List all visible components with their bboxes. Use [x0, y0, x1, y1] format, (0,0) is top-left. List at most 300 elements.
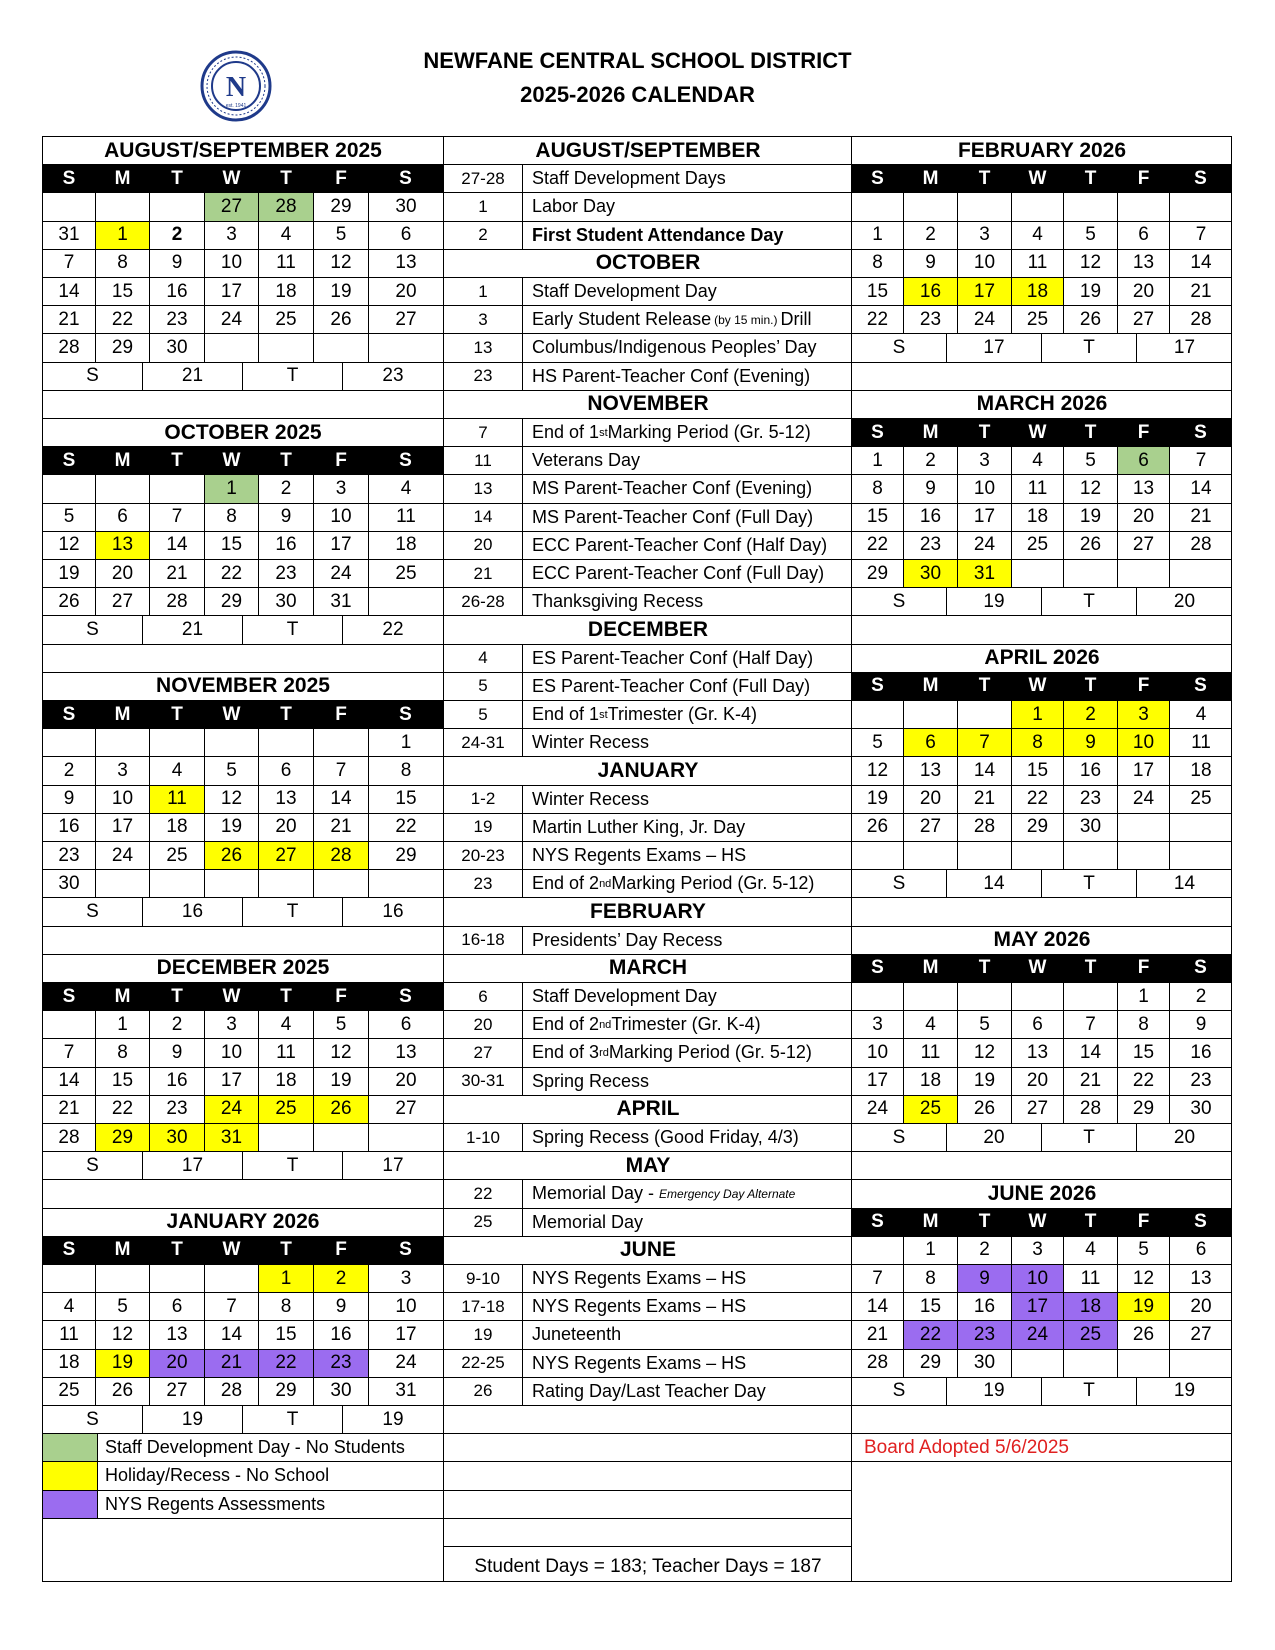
day-cell: 18 — [1064, 1293, 1118, 1320]
day-count-row — [852, 1124, 1232, 1152]
day-cell: 25 — [904, 1096, 958, 1123]
week-row — [852, 1011, 1232, 1039]
day-cell — [96, 1265, 150, 1292]
day-cell: 2 — [904, 222, 958, 249]
event-row — [444, 1011, 852, 1039]
day-cell: 30 — [395, 195, 417, 217]
day-cell: 21 — [958, 786, 1012, 813]
day-cell: 8 — [205, 504, 259, 531]
event-date: 6 — [444, 983, 523, 1010]
count-label: S — [852, 588, 947, 615]
day-cell: 8 — [852, 250, 904, 277]
day-cell: 11 — [1191, 731, 1211, 753]
event-date: 4 — [444, 645, 523, 672]
day-cell: 19 — [1064, 278, 1118, 305]
event-date: 20 — [444, 532, 523, 559]
event-row — [444, 927, 852, 955]
weekday-label: T — [958, 673, 1012, 700]
day-cell: 2 — [259, 475, 314, 502]
ordinal-suffix: nd — [599, 1018, 612, 1031]
week-row — [852, 1293, 1232, 1321]
event-note: Emergency Day Alternate — [659, 1186, 796, 1201]
event-date: 7 — [444, 419, 523, 446]
day-cell: 28 — [43, 334, 96, 361]
day-cell: 2 — [150, 222, 205, 249]
day-cell: 19 — [96, 1350, 150, 1377]
blank-row — [444, 1491, 852, 1519]
event-date: 1 — [444, 193, 523, 220]
day-cell: 9 — [43, 786, 96, 813]
spacer-row — [43, 1180, 443, 1208]
event-date: 13 — [444, 334, 523, 361]
event-row — [444, 1321, 852, 1349]
event-text — [532, 1039, 848, 1066]
spacer-row — [852, 898, 1232, 926]
week-row — [852, 1039, 1232, 1067]
event-row — [444, 193, 852, 221]
day-cell: 15 — [395, 788, 417, 810]
day-cell: 13 — [1012, 1039, 1064, 1066]
day-cell — [205, 1265, 259, 1292]
day-cell — [150, 193, 205, 220]
day-cell — [1170, 842, 1232, 869]
day-cell: 4 — [904, 1011, 958, 1038]
district-title: NEWFANE CENTRAL SCHOOL DISTRICT — [423, 48, 852, 73]
day-cell: 19 — [1118, 1293, 1170, 1320]
right-month-column — [851, 137, 1232, 1581]
day-cell: 15 — [852, 504, 904, 531]
event-date: 14 — [444, 504, 523, 531]
day-cell: 26 — [958, 1096, 1012, 1123]
month-title: AUGUST/SEPTEMBER 2025 — [43, 137, 443, 165]
count-value: 17 — [143, 1152, 243, 1179]
day-cell — [1064, 1350, 1118, 1377]
day-cell: 25 — [1012, 532, 1064, 559]
day-cell — [904, 193, 958, 220]
section-heading: FEBRUARY — [444, 898, 852, 926]
day-cell: 28 — [43, 1124, 96, 1151]
day-cell: 25 — [1064, 1321, 1118, 1348]
day-cell: 23 — [150, 1096, 205, 1123]
day-cell: 8 — [904, 1265, 958, 1292]
event-date: 20-23 — [444, 842, 523, 869]
day-cell: 31 — [205, 1124, 259, 1151]
weekday-label: S — [43, 1237, 96, 1264]
day-cell: 15 — [1118, 1039, 1170, 1066]
weekday-label: W — [205, 1237, 259, 1264]
day-cell — [205, 334, 259, 361]
weekday-header — [43, 701, 443, 729]
day-cell: 23 — [259, 560, 314, 587]
event-text: ES Parent-Teacher Conf (Full Day) — [532, 675, 811, 696]
week-row — [43, 1350, 443, 1378]
weekday-label: S — [1170, 1209, 1232, 1236]
day-cell: 5 — [314, 1011, 369, 1038]
weekday-label: S — [43, 701, 96, 728]
weekday-label: T — [259, 165, 314, 192]
day-cell: 26 — [205, 842, 259, 869]
day-cell: 3 — [1118, 701, 1170, 728]
day-cell — [852, 193, 904, 220]
day-cell: 4 — [150, 757, 205, 784]
weekday-label: T — [150, 1237, 205, 1264]
day-cell: 24 — [314, 560, 369, 587]
weekday-label: S — [1170, 955, 1232, 982]
legend-label: NYS Regents Assessments — [105, 1493, 326, 1514]
legend-swatch — [43, 1491, 98, 1518]
day-cell: 6 — [1012, 1011, 1064, 1038]
day-cell: 24 — [205, 1096, 259, 1123]
event-text-part: End of 1 — [532, 704, 600, 725]
day-cell: 16 — [314, 1321, 369, 1348]
day-cell: 20 — [1118, 504, 1170, 531]
day-cell — [1118, 814, 1170, 841]
weekday-label: S — [43, 447, 96, 474]
event-text: Spring Recess — [532, 1070, 650, 1091]
day-cell: 7 — [43, 1039, 96, 1066]
weekday-label: W — [205, 165, 259, 192]
day-cell: 4 — [1012, 447, 1064, 474]
day-cell: 24 — [958, 306, 1012, 333]
week-row — [43, 842, 443, 870]
day-cell: 14 — [958, 757, 1012, 784]
board-row-border — [852, 1434, 1232, 1462]
event-text: Juneteenth — [532, 1324, 622, 1345]
event-row — [444, 645, 852, 673]
day-cell: 2 — [150, 1011, 205, 1038]
weekday-label: W — [1012, 1209, 1064, 1236]
day-cell: 16 — [259, 532, 314, 559]
weekday-label: M — [904, 419, 958, 446]
count-label: S — [43, 616, 143, 643]
legend-item — [43, 1434, 443, 1462]
day-cell: 4 — [1064, 1237, 1118, 1264]
weekday-header — [43, 165, 443, 193]
day-cell: 3 — [958, 447, 1012, 474]
day-cell: 3 — [314, 475, 369, 502]
day-cell — [150, 870, 205, 897]
week-row — [852, 1350, 1232, 1378]
event-row — [444, 673, 852, 701]
event-date: 11 — [444, 447, 523, 474]
day-cell: 15 — [96, 278, 150, 305]
day-cell: 17 — [958, 504, 1012, 531]
event-row — [444, 842, 852, 870]
day-cell: 3 — [1012, 1237, 1064, 1264]
week-row — [43, 786, 443, 814]
day-cell: 9 — [150, 1039, 205, 1066]
day-cell: 14 — [314, 786, 369, 813]
day-cell: 1 — [96, 222, 150, 249]
day-cell: 11 — [259, 1039, 314, 1066]
day-cell: 27 — [205, 193, 259, 220]
weekday-header — [852, 955, 1232, 983]
count-label: S — [852, 1124, 947, 1151]
day-cell — [205, 729, 259, 756]
day-cell: 1 — [852, 222, 904, 249]
week-row — [43, 1096, 443, 1124]
day-cell: 26 — [43, 588, 96, 615]
day-cell: 16 — [904, 504, 958, 531]
day-cell: 1 — [205, 475, 259, 502]
day-cell: 10 — [852, 1039, 904, 1066]
day-cell: 27 — [904, 814, 958, 841]
day-cell: 15 — [852, 278, 904, 305]
event-text: ES Parent-Teacher Conf (Half Day) — [532, 647, 814, 668]
day-cell: 6 — [1195, 1239, 1207, 1261]
day-cell — [904, 842, 958, 869]
section-heading: JUNE — [444, 1237, 852, 1265]
day-cell: 22 — [1012, 786, 1064, 813]
week-row — [852, 560, 1232, 588]
day-cell: 16 — [43, 814, 96, 841]
day-cell: 22 — [852, 532, 904, 559]
event-date: 24-31 — [444, 729, 523, 756]
day-cell — [369, 1124, 443, 1151]
day-cell: 30 — [958, 1350, 1012, 1377]
day-cell: 12 — [852, 757, 904, 784]
week-row — [43, 193, 443, 221]
day-cell: 4 — [43, 1293, 96, 1320]
day-cell: 17 — [205, 1068, 259, 1095]
event-text — [532, 1011, 848, 1038]
event-row — [444, 222, 852, 250]
weekday-label: F — [314, 1237, 369, 1264]
weekday-label: S — [369, 165, 443, 192]
week-row — [852, 729, 1232, 757]
week-row — [852, 1321, 1232, 1349]
week-row — [43, 729, 443, 757]
day-cell: 24 — [852, 1096, 904, 1123]
count-label: T — [243, 898, 343, 925]
weekday-label: T — [1064, 419, 1118, 446]
weekday-label: T — [1064, 1209, 1118, 1236]
blank-row — [444, 1519, 852, 1547]
day-cell: 20 — [904, 786, 958, 813]
day-cell: 8 — [96, 1039, 150, 1066]
day-cell: 6 — [400, 1013, 412, 1035]
count-value: 23 — [382, 365, 404, 387]
day-cell: 24 — [958, 532, 1012, 559]
month-title: MARCH 2026 — [852, 391, 1232, 419]
day-cell: 1 — [259, 1265, 314, 1292]
week-row — [852, 1265, 1232, 1293]
event-text: Columbus/Indigenous Peoples’ Day — [532, 337, 817, 358]
day-cell: 23 — [150, 306, 205, 333]
count-value: 21 — [143, 363, 243, 390]
event-date: 17-18 — [444, 1293, 523, 1320]
day-cell: 30 — [1190, 1098, 1212, 1120]
event-text — [532, 701, 848, 728]
blank-row — [444, 1406, 852, 1434]
day-cell: 17 — [852, 1068, 904, 1095]
week-row — [852, 701, 1232, 729]
legend-swatch — [43, 1462, 98, 1489]
day-cell — [958, 983, 1012, 1010]
day-cell: 30 — [259, 588, 314, 615]
day-cell — [1012, 983, 1064, 1010]
event-text: Martin Luther King, Jr. Day — [532, 816, 746, 837]
day-count-row — [852, 588, 1232, 616]
events-column — [443, 137, 852, 1581]
day-cell: 16 — [150, 1068, 205, 1095]
count-label: S — [43, 1406, 143, 1433]
day-cell: 1 — [400, 731, 412, 753]
day-cell: 6 — [904, 729, 958, 756]
day-cell: 28 — [205, 1378, 259, 1405]
count-label: T — [1042, 870, 1137, 897]
event-date: 22 — [444, 1180, 523, 1207]
event-row — [444, 1209, 852, 1237]
count-value: 17 — [947, 334, 1042, 361]
event-row — [444, 1068, 852, 1096]
weekday-label: T — [1064, 955, 1118, 982]
day-cell: 22 — [96, 1096, 150, 1123]
day-cell: 6 — [96, 504, 150, 531]
day-cell — [96, 475, 150, 502]
count-label: T — [243, 616, 343, 643]
day-cell: 5 — [96, 1293, 150, 1320]
event-row — [444, 1378, 852, 1406]
day-cell: 12 — [1118, 1265, 1170, 1292]
day-cell: 21 — [43, 306, 96, 333]
day-cell — [150, 729, 205, 756]
weekday-label: F — [1118, 165, 1170, 192]
weekday-label: M — [96, 983, 150, 1010]
day-cell: 11 — [150, 786, 205, 813]
spacer-row — [43, 645, 443, 673]
day-cell: 1 — [852, 447, 904, 474]
event-row — [444, 1350, 852, 1378]
event-text: HS Parent-Teacher Conf (Evening) — [532, 365, 811, 386]
day-cell: 4 — [1195, 703, 1207, 725]
day-cell: 4 — [259, 1011, 314, 1038]
day-cell — [369, 870, 443, 897]
day-cell: 28 — [314, 842, 369, 869]
day-cell: 7 — [43, 250, 96, 277]
event-date: 23 — [444, 363, 523, 390]
week-row — [43, 278, 443, 306]
weekday-label: T — [150, 447, 205, 474]
day-cell: 13 — [904, 757, 958, 784]
event-text-part: Marking Period (Gr. 5-12) — [607, 422, 811, 443]
day-cell: 22 — [259, 1350, 314, 1377]
day-cell: 27 — [1118, 306, 1170, 333]
day-cell — [369, 588, 443, 615]
day-summary: Student Days = 183; Teacher Days = 187 — [474, 1555, 822, 1577]
count-label: T — [243, 1152, 343, 1179]
week-row — [43, 1039, 443, 1067]
day-cell: 11 — [904, 1039, 958, 1066]
event-date: 5 — [444, 701, 523, 728]
weekday-label: S — [852, 673, 904, 700]
week-row — [43, 560, 443, 588]
weekday-label: W — [1012, 419, 1064, 446]
day-cell: 24 — [96, 842, 150, 869]
event-date: 26-28 — [444, 588, 523, 615]
day-cell — [1170, 1350, 1232, 1377]
day-cell — [150, 475, 205, 502]
day-cell: 24 — [1012, 1321, 1064, 1348]
day-cell — [96, 870, 150, 897]
day-cell: 29 — [904, 1350, 958, 1377]
day-cell — [852, 701, 904, 728]
event-text-part: Trimester (Gr. K-4) — [611, 1014, 761, 1035]
weekday-header — [852, 673, 1232, 701]
weekday-label: M — [96, 1237, 150, 1264]
day-cell: 6 — [400, 224, 412, 246]
event-row — [444, 475, 852, 503]
weekday-label: M — [96, 447, 150, 474]
section-heading: DECEMBER — [444, 616, 852, 644]
week-row — [852, 842, 1232, 870]
day-cell: 15 — [205, 532, 259, 559]
day-cell: 19 — [314, 1068, 369, 1095]
day-cell: 15 — [904, 1293, 958, 1320]
day-cell: 28 — [1064, 1096, 1118, 1123]
day-cell: 26 — [1118, 1321, 1170, 1348]
svg-text:est. 1941: est. 1941 — [225, 103, 247, 109]
day-cell: 20 — [259, 814, 314, 841]
week-row — [852, 1096, 1232, 1124]
weekday-label: F — [1118, 955, 1170, 982]
week-row — [852, 278, 1232, 306]
section-heading: AUGUST/SEPTEMBER — [444, 137, 852, 165]
day-cell — [259, 729, 314, 756]
day-cell: 21 — [1190, 280, 1212, 302]
day-cell: 5 — [1118, 1237, 1170, 1264]
event-row — [444, 1180, 852, 1208]
day-cell: 21 — [1190, 506, 1212, 528]
day-cell: 11 — [1012, 475, 1064, 502]
event-date: 27-28 — [444, 165, 523, 192]
event-date: 3 — [444, 306, 523, 333]
weekday-label: W — [1012, 955, 1064, 982]
event-row — [444, 814, 852, 842]
day-cell — [43, 1265, 96, 1292]
day-cell: 5 — [205, 757, 259, 784]
day-cell: 20 — [96, 560, 150, 587]
week-row — [852, 193, 1232, 221]
weekday-header — [852, 419, 1232, 447]
weekday-label: S — [369, 701, 443, 728]
calendar-grid — [42, 136, 1232, 1582]
week-row — [852, 532, 1232, 560]
day-cell: 7 — [150, 504, 205, 531]
day-count-row — [43, 1152, 443, 1180]
ordinal-suffix: rd — [599, 1046, 609, 1059]
day-cell: 18 — [259, 278, 314, 305]
day-cell: 3 — [96, 757, 150, 784]
weekday-header — [43, 983, 443, 1011]
week-row — [43, 475, 443, 503]
week-row — [43, 222, 443, 250]
day-cell: 18 — [43, 1350, 96, 1377]
event-text-part: Memorial Day - — [532, 1183, 655, 1204]
day-cell: 25 — [150, 842, 205, 869]
weekday-label: T — [259, 983, 314, 1010]
blank-row — [444, 1462, 852, 1490]
day-cell: 28 — [1190, 308, 1212, 330]
day-cell: 27 — [1190, 1323, 1212, 1345]
day-cell: 12 — [1064, 250, 1118, 277]
day-cell: 12 — [958, 1039, 1012, 1066]
event-text-part: Trimester (Gr. K-4) — [607, 704, 757, 725]
day-cell: 12 — [1064, 475, 1118, 502]
event-text: NYS Regents Exams – HS — [532, 1268, 747, 1289]
day-cell: 25 — [259, 1096, 314, 1123]
day-cell: 12 — [314, 1039, 369, 1066]
